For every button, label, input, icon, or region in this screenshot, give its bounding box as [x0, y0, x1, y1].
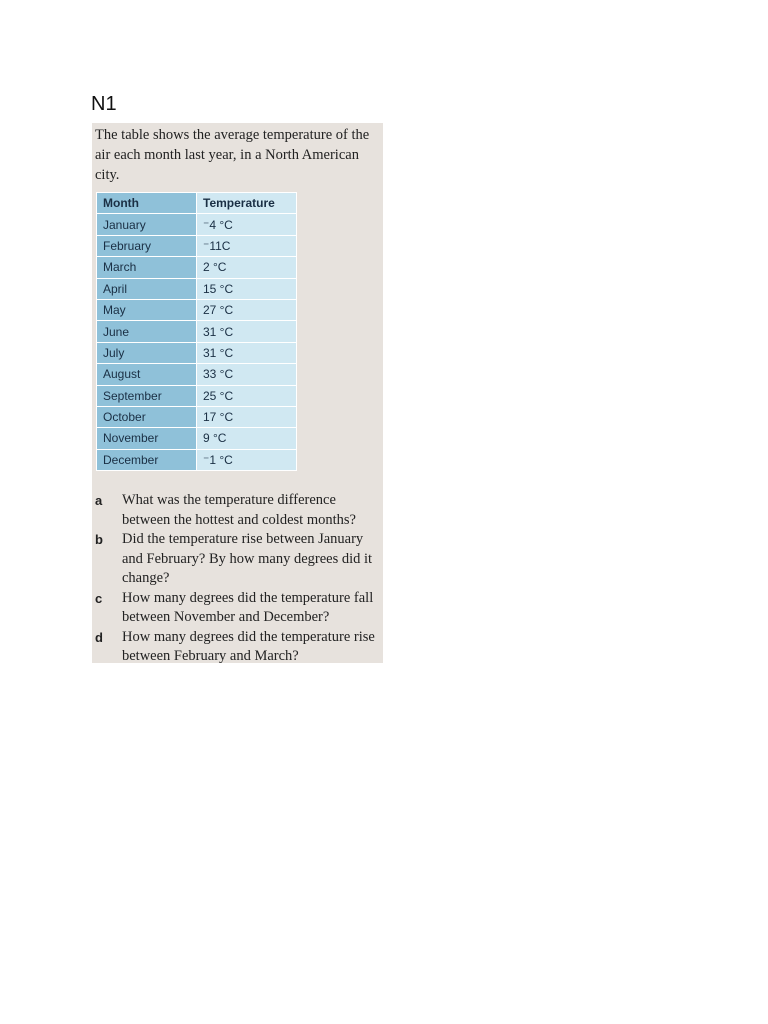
- month-cell: October: [97, 406, 197, 427]
- month-cell: May: [97, 299, 197, 320]
- temperature-cell: 9 °C: [197, 428, 297, 449]
- temperature-cell: ⁻4 °C: [197, 214, 297, 235]
- month-cell: December: [97, 449, 197, 470]
- question-item: [95, 628, 381, 667]
- question-list: [95, 491, 381, 667]
- temperature-table: [96, 192, 297, 471]
- question-item: [95, 530, 381, 589]
- header-temperature: Temperature: [197, 193, 297, 214]
- temperature-cell: 15 °C: [197, 278, 297, 299]
- table-row: [97, 406, 297, 427]
- table-row: [97, 342, 297, 363]
- temperature-cell: 17 °C: [197, 406, 297, 427]
- header-month: Month: [97, 193, 197, 214]
- month-cell: March: [97, 257, 197, 278]
- table-row: [97, 449, 297, 470]
- table-row: [97, 364, 297, 385]
- month-cell: June: [97, 321, 197, 342]
- question-item: [95, 491, 381, 530]
- temperature-cell: 27 °C: [197, 299, 297, 320]
- month-cell: April: [97, 278, 197, 299]
- temperature-cell: ⁻11C: [197, 235, 297, 256]
- table-row: [97, 278, 297, 299]
- month-cell: July: [97, 342, 197, 363]
- table-header-row: [97, 193, 297, 214]
- table-row: [97, 299, 297, 320]
- question-letter: d: [95, 629, 103, 645]
- table-row: [97, 428, 297, 449]
- exercise-panel: [92, 123, 383, 663]
- month-cell: August: [97, 364, 197, 385]
- question-letter: b: [95, 532, 103, 547]
- table-row: [97, 321, 297, 342]
- month-cell: January: [97, 214, 197, 235]
- month-cell: February: [97, 235, 197, 256]
- question-text: How many degrees did the temperature rise between February and March?: [122, 628, 375, 664]
- temperature-cell: 2 °C: [197, 257, 297, 278]
- question-letter: a: [95, 493, 103, 508]
- temperature-cell: 25 °C: [197, 385, 297, 406]
- temperature-cell: 33 °C: [197, 364, 297, 385]
- question-text: What was the temperature difference between the hottest and coldest months?: [122, 492, 356, 528]
- table-row: [97, 385, 297, 406]
- page-heading: N1: [91, 93, 117, 115]
- month-cell: September: [97, 385, 197, 406]
- temperature-cell: 31 °C: [197, 321, 297, 342]
- question-text: How many degrees did the temperature fall between November and December?: [122, 589, 374, 625]
- month-cell: November: [97, 428, 197, 449]
- table-row: [97, 214, 297, 235]
- intro-text: The table shows the average temperature of the air each month last year, in a North American city.: [95, 127, 370, 183]
- temperature-cell: ⁻1 °C: [197, 449, 297, 470]
- table-row: [97, 257, 297, 278]
- temperature-cell: 31 °C: [197, 342, 297, 363]
- question-item: [95, 589, 381, 628]
- question-letter: c: [95, 590, 103, 606]
- question-text: Did the temperature rise between January and February? By how many degrees did it change?: [122, 531, 373, 586]
- table-row: [97, 235, 297, 256]
